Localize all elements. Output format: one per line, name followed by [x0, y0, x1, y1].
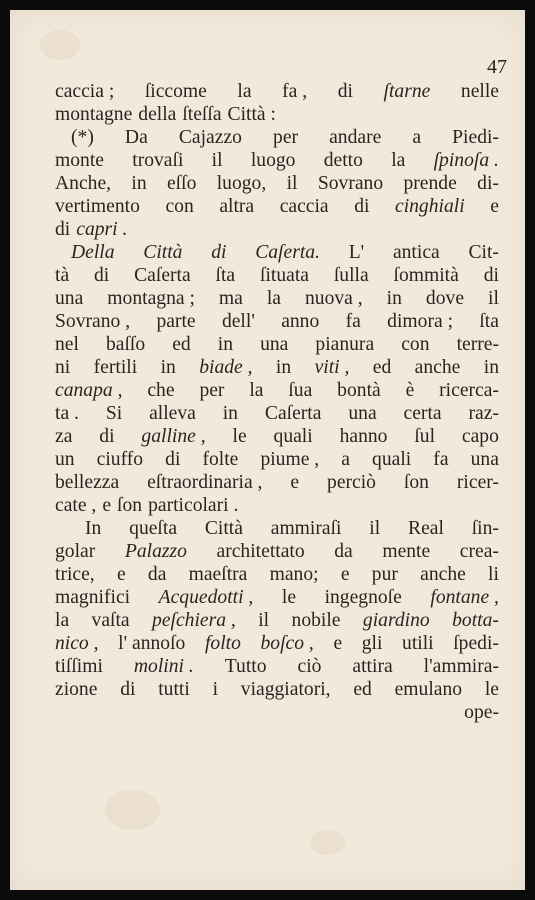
word: e [490, 196, 499, 217]
word: Palazzo [124, 541, 187, 562]
word: ricerca- [439, 380, 499, 401]
word: terre- [456, 334, 499, 355]
word: la [55, 610, 70, 631]
text-line [55, 425, 499, 448]
word: il [488, 288, 499, 309]
word: tiſſimi [55, 656, 103, 677]
word: Anche, [55, 173, 112, 194]
page-number: 47 [487, 56, 507, 78]
word: li [488, 564, 499, 585]
word: monte [55, 150, 104, 171]
word: di [120, 679, 136, 700]
word: in [222, 403, 238, 424]
word: ſteſſa [182, 104, 222, 125]
word: trice, [55, 564, 95, 585]
word: fa , [282, 81, 308, 102]
word: raz- [468, 403, 499, 424]
word: canapa , [55, 380, 123, 401]
word: crea- [459, 541, 499, 562]
word: nobile [291, 610, 341, 631]
word: folte [202, 449, 239, 470]
word: tà [55, 265, 70, 286]
word: certa [403, 403, 442, 424]
word: cinghiali [395, 196, 465, 217]
word: Tutto [224, 656, 267, 677]
word: il [211, 150, 223, 171]
word: a [341, 449, 350, 470]
text-line [55, 333, 499, 356]
word: ope- [464, 702, 499, 723]
word: Piedi- [452, 127, 499, 148]
word: Città : [227, 104, 276, 125]
word: ſommità [393, 265, 459, 286]
word: antica [392, 242, 440, 263]
word: zione [55, 679, 98, 700]
word: Caſerta [264, 403, 322, 424]
word: dove [425, 288, 465, 309]
word: alleva [149, 403, 196, 424]
word: Sovrano [317, 173, 384, 194]
word: botta- [452, 610, 499, 631]
word: montagna ; [107, 288, 195, 309]
word: In [85, 518, 102, 539]
word: una [470, 449, 499, 470]
word: luogo [250, 150, 296, 171]
word: prende [403, 173, 457, 194]
word: mano; [269, 564, 319, 585]
text-line [55, 103, 499, 126]
word: vaſta [91, 610, 130, 631]
word: da [147, 564, 167, 585]
word: viti , [314, 357, 350, 378]
word: ſpinoſa . [433, 150, 499, 171]
text-line [55, 678, 499, 701]
word: ciò [297, 656, 322, 677]
word: con [165, 196, 194, 217]
word: e [102, 495, 112, 516]
word: peſchiera , [152, 610, 236, 631]
word: che [147, 380, 175, 401]
text-line [55, 494, 499, 517]
word: ſulla [333, 265, 369, 286]
word: una [55, 288, 84, 309]
word: nico , [55, 633, 99, 654]
word: ſta [215, 265, 236, 286]
word: e [340, 564, 350, 585]
text-line [55, 632, 499, 655]
word: fa [433, 449, 449, 470]
text-line [55, 80, 499, 103]
word: quali [372, 449, 412, 470]
word: bellezza [55, 472, 120, 493]
word: ſul [414, 426, 436, 447]
word: ſta [479, 311, 499, 332]
word: ed [372, 357, 392, 378]
word: ſtarne [383, 81, 431, 102]
word: cate , [55, 495, 97, 516]
text-line [55, 448, 499, 471]
text-line [55, 218, 499, 241]
word: montagne [55, 104, 133, 125]
word: fertili [93, 357, 138, 378]
word: il [369, 518, 381, 539]
word: altra [219, 196, 255, 217]
word: anno [281, 311, 320, 332]
word: le [484, 679, 499, 700]
text-line [55, 149, 499, 172]
word: l' annoſo [118, 633, 186, 654]
word: in [275, 357, 292, 378]
word: pianura [315, 334, 375, 355]
word: hanno [339, 426, 388, 447]
word: in [160, 357, 176, 378]
word: ſua [288, 380, 313, 401]
text-line [55, 701, 499, 724]
word: andare [329, 127, 382, 148]
word: ſin- [471, 518, 499, 539]
word: ingegnoſe [324, 587, 402, 608]
word: eſſo [166, 173, 197, 194]
word: l'ammira- [423, 656, 499, 677]
word: Si [105, 403, 123, 424]
book-page [10, 10, 525, 890]
word: fontane , [430, 587, 499, 608]
word: ciuffo [96, 449, 144, 470]
word: Cajazzo [178, 127, 242, 148]
word: la [391, 150, 406, 171]
text-line [55, 655, 499, 678]
text-line [55, 563, 499, 586]
text-line [55, 517, 499, 540]
word: particolari . [148, 495, 239, 516]
word: ed [353, 679, 372, 700]
word: L' [348, 242, 365, 263]
word: è [405, 380, 415, 401]
text-line [55, 195, 499, 218]
word: il [258, 610, 270, 631]
word: per [199, 380, 225, 401]
word: la [249, 380, 264, 401]
word: nuova , [304, 288, 363, 309]
word: vertimento [55, 196, 140, 217]
word: emulano [394, 679, 463, 700]
word: Real [408, 518, 444, 539]
word: Città [143, 242, 183, 263]
word: ſon [403, 472, 429, 493]
word: di [354, 196, 370, 217]
word: boſco , [260, 633, 314, 654]
text-line [55, 356, 499, 379]
word: attira [352, 656, 393, 677]
word: in [131, 173, 147, 194]
word: tutti [158, 679, 190, 700]
word: quali [273, 426, 313, 447]
word: in [483, 357, 499, 378]
text-line [55, 172, 499, 195]
word: ni [55, 357, 71, 378]
word: la [237, 81, 252, 102]
word: Città [204, 518, 243, 539]
word: ſon [117, 495, 143, 516]
word: ed [172, 334, 191, 355]
word: ammiraſi [270, 518, 342, 539]
word: Caſerta. [255, 242, 320, 263]
text-line [55, 586, 499, 609]
word: capri . [76, 219, 128, 240]
word: nelle [460, 81, 499, 102]
word: anche [414, 357, 461, 378]
word: per [273, 127, 299, 148]
text-line [55, 402, 499, 425]
word: della [138, 104, 177, 125]
word: ſituata [260, 265, 309, 286]
word: viaggiatori, [240, 679, 331, 700]
text-line [55, 379, 499, 402]
word: di- [477, 173, 499, 194]
word: di [94, 265, 110, 286]
text-line [55, 609, 499, 632]
word: la [266, 288, 281, 309]
word: utili [402, 633, 434, 654]
word: (*) [71, 127, 94, 148]
word: bontà [337, 380, 381, 401]
word: a [412, 127, 422, 148]
word: parte [156, 311, 196, 332]
text-line [55, 126, 499, 149]
word: galline , [141, 426, 206, 447]
word: golar [55, 541, 96, 562]
word: i [212, 679, 219, 700]
word: trovaſi [132, 150, 184, 171]
word: fa [345, 311, 361, 332]
text-line [55, 310, 499, 333]
text-line [55, 287, 499, 310]
word: con [401, 334, 430, 355]
word: Da [124, 127, 148, 148]
word: maeſtra [188, 564, 248, 585]
word: ſiccome [144, 81, 207, 102]
word: magnifici [55, 587, 131, 608]
word: caccia [279, 196, 329, 217]
word: luogo, [216, 173, 267, 194]
word: ma [218, 288, 243, 309]
word: pur [371, 564, 398, 585]
word: le [281, 587, 297, 608]
word: una [348, 403, 377, 424]
word: di [99, 426, 115, 447]
word: folto [204, 633, 241, 654]
word: da [334, 541, 353, 562]
word: dell' [221, 311, 255, 332]
word: un [55, 449, 75, 470]
word: dimora ; [387, 311, 454, 332]
word: Cit- [468, 242, 499, 263]
text-line [55, 241, 499, 264]
word: in [217, 334, 234, 355]
word: una [260, 334, 289, 355]
text-line [55, 540, 499, 563]
word: architettato [216, 541, 305, 562]
word: capo [461, 426, 499, 447]
word: Acquedotti , [158, 587, 254, 608]
word: di [165, 449, 181, 470]
word: ricer- [456, 472, 499, 493]
word: caccia ; [55, 81, 115, 102]
word: queſta [129, 518, 178, 539]
word: Della [71, 242, 115, 263]
word: piume , [260, 449, 320, 470]
word: ta . [55, 403, 79, 424]
word: di [55, 219, 71, 240]
body-text [55, 80, 499, 724]
word: baſſo [105, 334, 146, 355]
word: za [55, 426, 73, 447]
word: di [337, 81, 353, 102]
word: ſpedi- [453, 633, 499, 654]
word: eſtraordinaria , [147, 472, 263, 493]
word: detto [323, 150, 363, 171]
word: gli [361, 633, 383, 654]
word: giardino [362, 610, 430, 631]
word: il [286, 173, 298, 194]
word: anche [420, 564, 466, 585]
text-line [55, 264, 499, 287]
word: in [386, 288, 402, 309]
word: di [483, 265, 499, 286]
word: e [290, 472, 300, 493]
word: mente [382, 541, 431, 562]
word: biade , [199, 357, 253, 378]
word: molini . [133, 656, 194, 677]
word: Caſerta [134, 265, 191, 286]
word: e [333, 633, 343, 654]
word: le [232, 426, 247, 447]
word: perciò [327, 472, 376, 493]
word: di [211, 242, 227, 263]
word: Sovrano , [55, 311, 131, 332]
word: e [116, 564, 126, 585]
text-line [55, 471, 499, 494]
word: nel [55, 334, 79, 355]
